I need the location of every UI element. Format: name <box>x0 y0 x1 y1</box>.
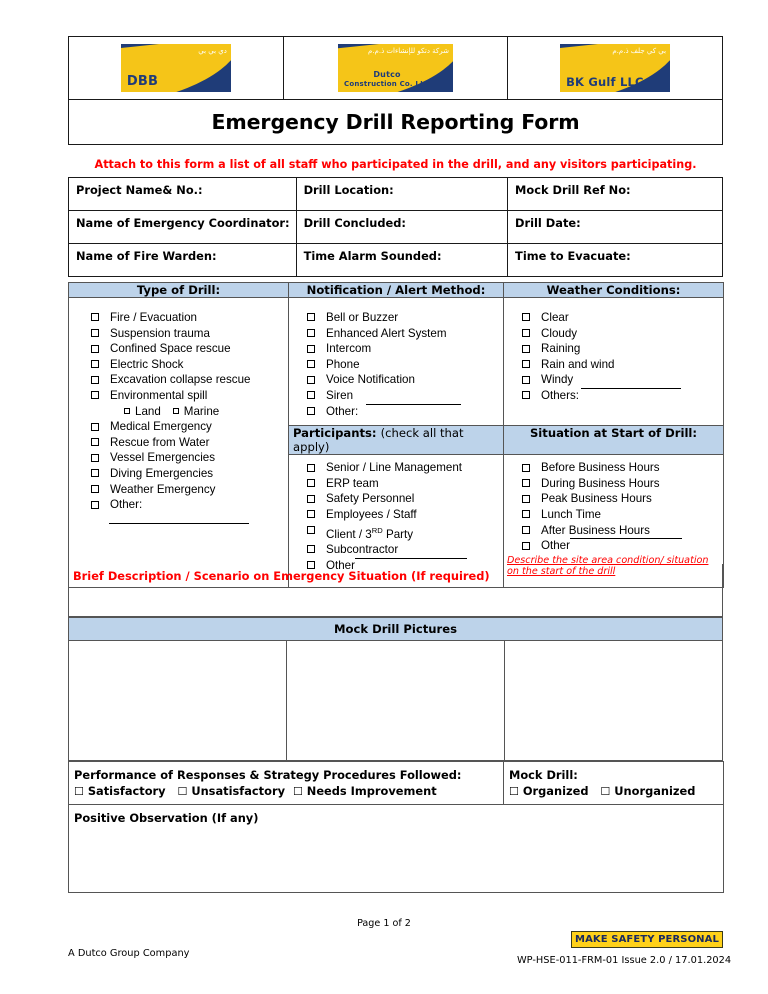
performance-options <box>74 784 498 798</box>
list-item-label: During Business Hours <box>541 476 660 490</box>
checkbox-icon[interactable] <box>91 329 99 337</box>
option-label-unsatisfactory: Unsatisfactory <box>191 784 285 798</box>
list-item[interactable] <box>69 482 288 498</box>
dbb-logo-name: DBB <box>126 74 159 89</box>
list-item-label: Confined Space rescue <box>110 342 231 356</box>
logo-row <box>69 37 723 100</box>
list-item[interactable] <box>504 476 723 492</box>
list-item-other[interactable] <box>504 388 723 404</box>
list-item[interactable] <box>289 476 503 492</box>
option-label-organized: Organized <box>522 784 589 798</box>
checkbox-icon[interactable] <box>91 469 99 477</box>
list-item-label: Before Business Hours <box>541 461 660 475</box>
positive-observation-row <box>69 805 724 893</box>
list-item-label: Other <box>541 539 570 553</box>
list-item[interactable] <box>69 466 288 482</box>
checkbox-icon[interactable] <box>91 345 99 353</box>
brief-description-section[interactable] <box>68 564 723 617</box>
field-fire-warden[interactable]: Name of Fire Warden: <box>69 244 297 277</box>
option-label-unorganized: Unorganized <box>614 784 696 798</box>
picture-slot-1[interactable] <box>69 641 287 761</box>
checkbox-icon[interactable] <box>307 345 315 353</box>
field-drill-concluded[interactable]: Drill Concluded: <box>296 211 507 244</box>
option-label-needs-improvement: Needs Improvement <box>306 784 437 798</box>
checkbox-icon[interactable] <box>307 510 315 518</box>
list-item[interactable] <box>69 388 288 404</box>
list-item-label: Voice Notification <box>326 373 415 387</box>
list-item[interactable] <box>504 523 723 539</box>
list-item-label: Raining <box>541 342 581 356</box>
list-item-other[interactable] <box>504 538 723 554</box>
other-write-in-line[interactable] <box>366 404 461 405</box>
option-label-satisfactory: Satisfactory <box>87 784 166 798</box>
checkbox-icon[interactable] <box>307 526 315 534</box>
list-item[interactable] <box>69 341 288 357</box>
cell-mock-drill-rating <box>504 762 724 805</box>
other-write-in-line[interactable] <box>581 388 681 389</box>
list-item-label: Safety Personnel <box>326 492 415 506</box>
positive-observation-label: Positive Observation (If any) <box>74 811 259 825</box>
list-item-label: Subcontractor <box>326 542 399 556</box>
list-item-label: Cloudy <box>541 326 578 340</box>
list-item-label: Windy <box>541 373 574 387</box>
mock-drill-options <box>509 784 718 798</box>
checkbox-icon[interactable] <box>307 545 315 553</box>
bk-gulf-logo <box>560 44 670 92</box>
dbb-logo <box>121 44 231 92</box>
checkbox-icon-unsatisfactory[interactable]: ☐ <box>177 785 188 798</box>
list-item[interactable] <box>504 491 723 507</box>
list-item-client[interactable] <box>289 523 503 542</box>
list-item[interactable] <box>289 491 503 507</box>
checkbox-icon[interactable] <box>91 485 99 493</box>
mock-drill-label: Mock Drill: <box>509 768 578 782</box>
mock-drill-pictures-table <box>68 617 723 761</box>
checklist-content-row <box>69 298 724 426</box>
page-title: Emergency Drill Reporting Form <box>211 109 580 134</box>
list-item-label <box>326 523 413 542</box>
checkbox-icon[interactable] <box>91 391 99 399</box>
dutco-logo-name <box>344 71 430 88</box>
list-item-label: Others: <box>541 388 580 402</box>
list-item-label: Suspension trauma <box>110 326 210 340</box>
list-item-label: Enhanced Alert System <box>326 326 447 340</box>
list-item[interactable] <box>69 310 288 326</box>
checkbox-icon[interactable] <box>522 526 530 534</box>
list-item[interactable] <box>504 460 723 476</box>
list-item-label: Other: <box>110 498 143 512</box>
heading-notification-method: Notification / Alert Method: <box>289 283 504 298</box>
list-item-label: After Business Hours <box>541 523 650 537</box>
dutco-logo-name-sub: Construction Co. LLC <box>343 79 431 88</box>
list-item-label: Clear <box>541 311 569 324</box>
list-item-label: Other <box>326 558 355 572</box>
bk-gulf-logo-name: BK Gulf LLC <box>566 74 644 89</box>
checkbox-icon[interactable] <box>91 313 99 321</box>
field-drill-date[interactable]: Drill Date: <box>508 211 723 244</box>
list-item[interactable] <box>69 419 288 435</box>
cell-performance <box>69 762 504 805</box>
list-item-other[interactable] <box>69 497 288 513</box>
checkbox-icon[interactable] <box>307 464 315 472</box>
field-mock-drill-ref[interactable]: Mock Drill Ref No: <box>508 178 723 211</box>
list-item-label: Rain and wind <box>541 357 615 371</box>
field-drill-location[interactable]: Drill Location: <box>296 178 507 211</box>
list-item[interactable] <box>289 507 503 523</box>
list-item[interactable] <box>504 310 723 326</box>
list-item[interactable] <box>69 326 288 342</box>
sub-item-label-land: Land <box>135 404 161 418</box>
logo-cell-dbb <box>69 37 284 100</box>
form-title-box <box>68 99 723 145</box>
field-emergency-coordinator[interactable]: Name of Emergency Coordinator: <box>69 211 297 244</box>
sub-list-row <box>69 404 288 420</box>
list-item-label: Intercom <box>326 342 372 356</box>
checkbox-icon-unorganized[interactable]: ☐ <box>600 785 611 798</box>
cell-notification-method <box>289 298 504 426</box>
checkbox-icon[interactable] <box>522 391 530 399</box>
table-row <box>69 211 723 244</box>
heading-participants-bold: Participants: <box>293 426 377 441</box>
list-item-label: Senior / Line Management <box>326 461 462 475</box>
list-item-label: Vessel Emergencies <box>110 451 216 465</box>
badge-label: MAKE SAFETY PERSONAL <box>575 934 719 945</box>
list-item-label: Siren <box>326 388 354 402</box>
picture-slot-2[interactable] <box>287 641 505 761</box>
page-number: Page 1 of 2 <box>357 918 411 929</box>
checkbox-icon[interactable] <box>91 438 99 446</box>
table-row <box>69 244 723 277</box>
checkbox-icon-marine[interactable] <box>173 408 179 414</box>
list-item[interactable] <box>289 341 503 357</box>
list-item-label: Phone <box>326 357 360 371</box>
attach-notice: Attach to this form a list of all staff who participated in the drill, and any visitors participating. <box>94 158 697 171</box>
list-item[interactable] <box>69 450 288 466</box>
checkbox-icon[interactable] <box>307 495 315 503</box>
heading-mock-drill-pictures: Mock Drill Pictures <box>69 618 723 641</box>
checkbox-icon[interactable] <box>307 360 315 368</box>
other-write-in-line[interactable] <box>570 538 682 539</box>
list-item[interactable] <box>289 372 503 388</box>
checkbox-icon[interactable] <box>522 329 530 337</box>
checklist-heading-row <box>69 283 724 298</box>
checkbox-icon[interactable] <box>522 510 530 518</box>
list-item-label: Environmental spill <box>110 388 208 402</box>
list-item[interactable] <box>289 388 503 404</box>
checkbox-icon[interactable] <box>307 329 315 337</box>
list-item-label: Diving Emergencies <box>110 466 214 480</box>
checkbox-icon[interactable] <box>522 376 530 384</box>
heading-weather-conditions: Weather Conditions: <box>504 283 724 298</box>
list-item-label: Other: <box>326 404 359 418</box>
performance-label: Performance of Responses & Strategy Procedures Followed: <box>74 768 462 782</box>
heading-type-of-drill: Type of Drill: <box>69 283 289 298</box>
list-item[interactable] <box>289 326 503 342</box>
checkbox-icon[interactable] <box>522 464 530 472</box>
dutco-logo-name-main: Dutco <box>373 70 401 80</box>
checkbox-icon-organized[interactable]: ☐ <box>509 785 519 798</box>
list-item[interactable] <box>504 341 723 357</box>
checkbox-icon[interactable] <box>307 391 315 399</box>
performance-row <box>69 762 724 805</box>
checkbox-icon[interactable] <box>522 360 530 368</box>
checkbox-icon[interactable] <box>91 376 99 384</box>
cell-type-of-drill <box>69 298 289 588</box>
project-info-table <box>68 177 723 277</box>
list-item-label: Rescue from Water <box>110 435 210 449</box>
list-item-label: ERP team <box>326 476 379 490</box>
logo-cell-bkgulf <box>508 37 723 100</box>
cell-weather-conditions <box>504 298 724 426</box>
list-item[interactable] <box>289 542 503 558</box>
other-write-in-line[interactable] <box>109 523 249 524</box>
list-item[interactable] <box>504 326 723 342</box>
checkbox-icon[interactable] <box>307 479 315 487</box>
heading-participants-note: (check all that apply) <box>293 426 464 455</box>
checkbox-icon[interactable] <box>307 407 315 415</box>
sub-item-label-marine: Marine <box>183 404 220 418</box>
checkbox-icon[interactable] <box>307 313 315 321</box>
list-item[interactable] <box>504 357 723 373</box>
cell-positive-observation[interactable] <box>69 805 724 893</box>
list-item-label: Excavation collapse rescue <box>110 373 251 387</box>
checkbox-icon[interactable] <box>307 376 315 384</box>
dbb-logo-arabic: دي بي بي <box>198 47 227 55</box>
field-time-to-evacuate[interactable]: Time to Evacuate: <box>508 244 723 277</box>
other-write-in-line[interactable] <box>355 558 467 559</box>
type-of-drill-list <box>69 298 288 530</box>
list-item-label: Fire / Evacuation <box>110 311 197 324</box>
list-item[interactable] <box>69 435 288 451</box>
weather-list <box>504 298 723 410</box>
pictures-row <box>69 641 723 761</box>
logo-cell-dutco <box>283 37 507 100</box>
participants-list <box>289 455 503 579</box>
list-item[interactable] <box>504 507 723 523</box>
list-item[interactable] <box>69 357 288 373</box>
notification-list <box>289 298 503 425</box>
checkbox-icon[interactable] <box>91 360 99 368</box>
make-safety-personal-badge <box>571 931 723 948</box>
dutco-construction-logo <box>338 44 453 92</box>
list-item-label: Employees / Staff <box>326 507 417 521</box>
checkbox-icon[interactable] <box>91 501 99 509</box>
document-reference: WP-HSE-011-FRM-01 Issue 2.0 / 17.01.2024 <box>517 955 732 966</box>
logo-header-table <box>68 36 723 100</box>
checkbox-icon[interactable] <box>522 313 530 321</box>
heading-participants <box>289 426 504 455</box>
list-item-label: Peak Business Hours <box>541 492 652 506</box>
checkbox-icon-needs-improvement[interactable]: ☐ <box>292 785 303 798</box>
list-item-other[interactable] <box>289 404 503 420</box>
list-item-label: Lunch Time <box>541 507 601 521</box>
situation-instruction-note: Describe the site area condition/ situation on the start of the drill <box>507 554 709 578</box>
checkbox-icon[interactable] <box>91 454 99 462</box>
brief-description-label: Brief Description / Scenario on Emergency Situation (If required) <box>73 569 490 583</box>
client-label-pre: Client / 3 <box>326 527 372 541</box>
checkbox-icon[interactable] <box>522 345 530 353</box>
list-item[interactable] <box>69 372 288 388</box>
checkbox-icon[interactable] <box>522 542 530 550</box>
dutco-logo-arabic: شركة دتكو للإنشاءات ذ.م.م <box>367 47 449 55</box>
field-time-alarm-sounded[interactable]: Time Alarm Sounded: <box>296 244 507 277</box>
performance-table <box>68 761 724 893</box>
list-item[interactable] <box>289 310 503 326</box>
list-item[interactable] <box>289 460 503 476</box>
pictures-heading-row <box>69 618 723 641</box>
list-item[interactable] <box>504 372 723 388</box>
table-row <box>69 178 723 211</box>
checkbox-icon[interactable] <box>522 479 530 487</box>
bk-gulf-logo-arabic: بي كي جلف ذ.م.م <box>612 47 667 55</box>
list-item[interactable] <box>289 357 503 373</box>
list-item-label: Medical Emergency <box>110 420 212 434</box>
client-label-post: Party <box>382 527 414 541</box>
checkbox-icon[interactable] <box>91 423 99 431</box>
heading-situation-at-start: Situation at Start of Drill: <box>504 426 724 455</box>
company-footnote: A Dutco Group Company <box>68 948 190 959</box>
list-item-label: Electric Shock <box>110 357 184 371</box>
checklist-grid <box>68 282 724 588</box>
checkbox-icon-satisfactory[interactable]: ☐ <box>74 785 84 798</box>
checkbox-icon[interactable] <box>522 495 530 503</box>
list-item-label: Bell or Buzzer <box>326 311 399 324</box>
field-project-name[interactable]: Project Name& No.: <box>69 178 297 211</box>
checkbox-icon-land[interactable] <box>124 408 130 414</box>
list-item-label: Weather Emergency <box>110 482 216 496</box>
picture-slot-3[interactable] <box>505 641 723 761</box>
client-label-ordinal: RD <box>371 525 383 535</box>
